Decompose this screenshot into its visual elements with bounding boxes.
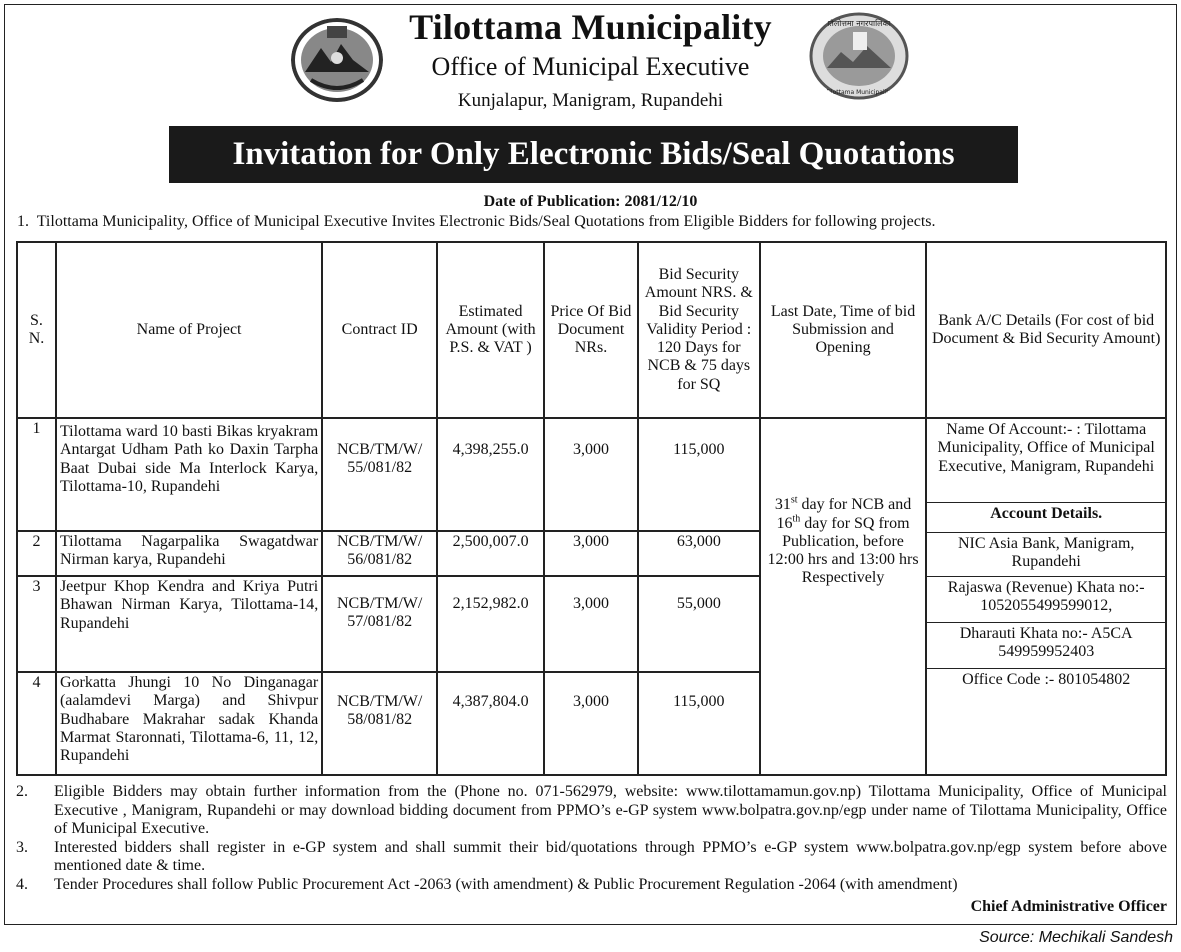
intro-text: Tilottama Municipality, Office of Municipal Executive Invites Electronic Bids/Seal Quotations from Eligible Bidders for following projects.: [36, 213, 936, 230]
deadline-ncb-sup: st: [790, 494, 798, 506]
publication-date: [0, 193, 1181, 211]
intro-number: 1.: [17, 213, 29, 230]
row-estimated: 4,398,255.0: [437, 418, 544, 531]
notice-banner: Invitation for Only Electronic Bids/Seal Quotations: [169, 126, 1018, 183]
row-contract: NCB/TM/W/ 57/081/82: [322, 576, 437, 672]
row-contract: NCB/TM/W/ 56/081/82: [322, 531, 437, 576]
bank-account-name: Name Of Account:- : Tilottama Municipality, Office of Municipal Executive, Manigram, Rupandehi: [927, 419, 1165, 503]
table-row: [17, 418, 1166, 531]
bank-name: NIC Asia Bank, Manigram, Rupandehi: [927, 533, 1165, 577]
note-number: 3.: [16, 838, 28, 856]
row-price: 3,000: [544, 418, 638, 531]
deadline-cell: [760, 418, 927, 775]
header-project: Name of Project: [56, 242, 322, 418]
deadline-ncb-day: 31: [774, 496, 791, 514]
row-security: 55,000: [638, 576, 760, 672]
note-text: Interested bidders shall register in e-GP system and shall summit their bid/quotations through PPMO’s e-GP system www.bolpatra.gov.np/egp system before above mentioned date & time.: [54, 838, 1167, 874]
publication-date-value: 2081/12/10: [624, 193, 698, 210]
row-contract: NCB/TM/W/ 55/081/82: [322, 418, 437, 531]
note-item: [16, 839, 1167, 876]
row-price: 3,000: [544, 531, 638, 576]
row-sn: 3: [17, 576, 56, 672]
bank-office-code: Office Code :- 801054802: [962, 671, 1131, 688]
row-security: 63,000: [638, 531, 760, 576]
row-sn: 2: [17, 531, 56, 576]
row-estimated: 2,152,982.0: [437, 576, 544, 672]
header-price: Price Of Bid Document NRs.: [544, 242, 638, 418]
signatory-title: Chief Administrative Officer: [970, 898, 1167, 915]
row-estimated: 4,387,804.0: [437, 672, 544, 775]
office-address: Kunjalapur, Manigram, Rupandehi: [457, 90, 724, 111]
header-bank: Bank A/C Details (For cost of bid Document & Bid Security Amount): [926, 242, 1166, 418]
deadline-sq-day: 16: [776, 514, 793, 532]
row-security: 115,000: [638, 418, 760, 531]
header-sn: S. N.: [17, 242, 56, 418]
row-project: Tilottama ward 10 basti Bikas kryakram Antargat Udham Path ko Daxin Tarpha Baat Dubai side Ma Interlock Karya, Tilottama-10, Rupandehi: [56, 418, 322, 531]
header-security: Bid Security Amount NRS. & Bid Security Validity Period : 120 Days for NCB & 75 days for SQ: [638, 242, 760, 418]
row-contract: NCB/TM/W/ 58/081/82: [322, 672, 437, 775]
note-text: Eligible Bidders may obtain further information from the (Phone no. 071-562979, website: www.tilottamamun.gov.np) Tilottama Municipality, Office of Municipal Executive , Manigram, Rupandehi or may download bidding document from PPMO’s e-GP system www.bolpatra.gov.np/egp under name of Tilottama Municipality, Office of Municipal Executive.: [54, 783, 1167, 837]
row-price: 3,000: [544, 576, 638, 672]
row-project: Gorkatta Jhungi 10 No Dinganagar (aalamdevi Marga) and Shivpur Budhabare Makrahar sadak Khanda Marmat Staronnati, Tilottama-6, 11, 12, Rupandehi: [56, 672, 322, 775]
bank-details-cell: [926, 418, 1166, 775]
intro-paragraph: [17, 213, 1177, 231]
table-header-row: [17, 242, 1166, 418]
logo-bottom-text: Tilottama Municipality: [825, 89, 893, 96]
note-number: 2.: [16, 783, 28, 800]
row-estimated: 2,500,007.0: [437, 531, 544, 576]
note-item: [16, 876, 1167, 895]
row-sn: 4: [17, 672, 56, 775]
office-subtitle: Office of Municipal Executive: [431, 52, 750, 81]
row-project: Tilottama Nagarpalika Swagatdwar Nirman karya, Rupandehi: [56, 531, 322, 576]
municipality-title: Tilottama Municipality: [409, 7, 772, 47]
deadline-sq-sup: th: [792, 513, 801, 525]
row-security: 115,000: [638, 672, 760, 775]
header-contract: Contract ID: [322, 242, 437, 418]
bids-table: [16, 241, 1167, 776]
header-lastdate: Last Date, Time of bid Submission and Opening: [760, 242, 927, 418]
note-item: [16, 783, 1167, 839]
deadline-ncb-text: day for NCB and: [801, 496, 912, 514]
publication-label: Date of Publication:: [483, 193, 621, 210]
header-estimated: Estimated Amount (with P.S. & VAT ): [437, 242, 544, 418]
notes-list: [16, 783, 1167, 894]
bank-revenue-khata: Rajaswa (Revenue) Khata no:- 1052055499599012,: [927, 577, 1165, 623]
bank-details-label: Account Details.: [927, 503, 1165, 533]
source-credit: Source: Mechikali Sandesh: [979, 929, 1173, 946]
row-project: Jeetpur Khop Kendra and Kriya Putri Bhawan Nirman Karya, Tilottama-14, Rupandehi: [56, 576, 322, 672]
bank-dharauti-khata: Dharauti Khata no:- A5CA 549959952403: [927, 623, 1165, 669]
note-text: Tender Procedures shall follow Public Procurement Act -2063 (with amendment) & Public Procurement Regulation -2064 (with amendment): [54, 875, 958, 893]
note-number: 4.: [16, 875, 28, 893]
deadline-sq-text: day for SQ from Publication, before 12:00 hrs and 13:00 hrs Respectively: [767, 514, 919, 587]
logo-top-text: तिलोत्तमा नगरपालिका: [827, 19, 891, 28]
row-sn: 1: [17, 418, 56, 531]
row-price: 3,000: [544, 672, 638, 775]
